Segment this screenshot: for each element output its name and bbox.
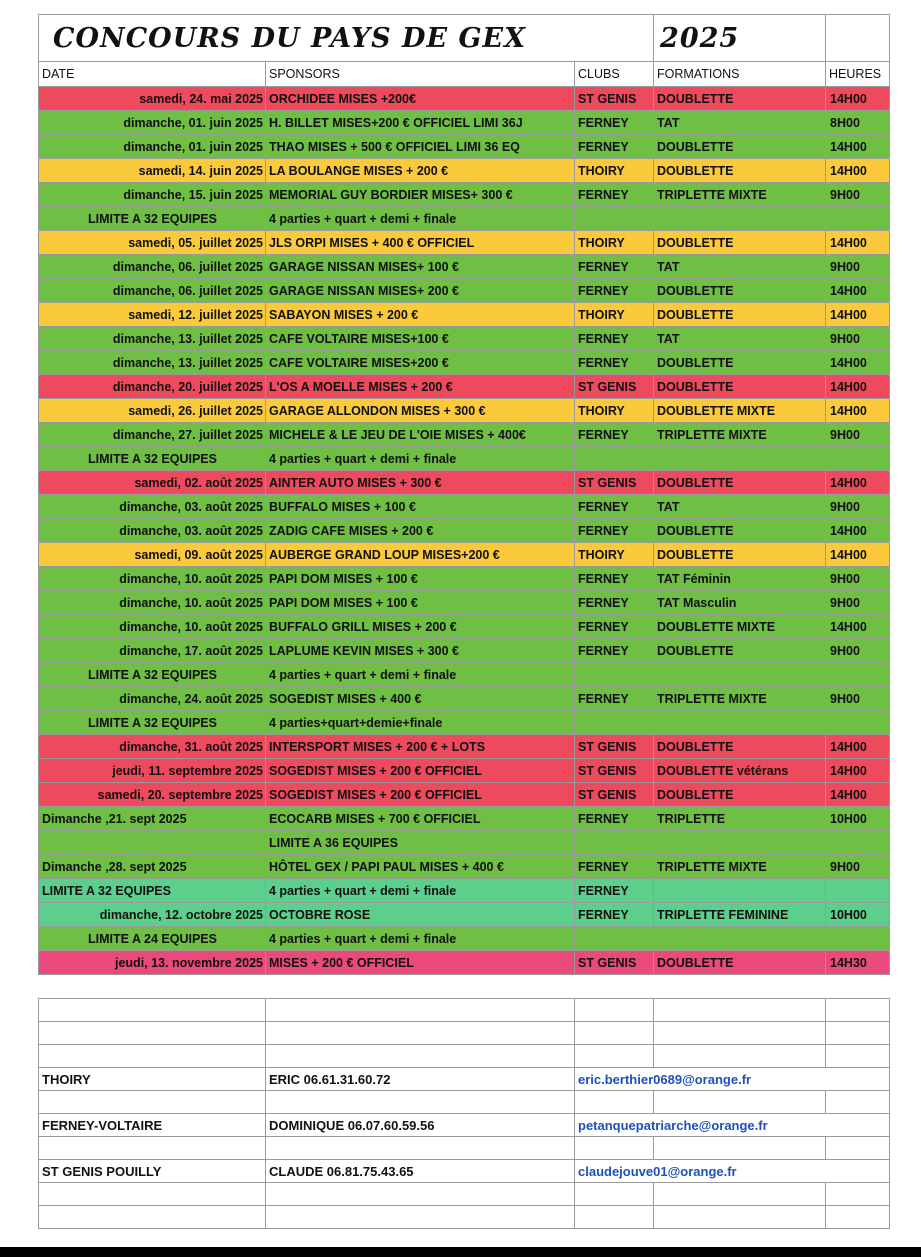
contacts-table (38, 998, 890, 1229)
blank-row (39, 1022, 890, 1045)
date-cell: dimanche, 10. août 2025 (39, 615, 266, 639)
club-cell: THOIRY (575, 399, 654, 423)
club-cell (575, 711, 654, 735)
heure-cell: 9H00 (826, 567, 890, 591)
blank-cell (39, 1206, 266, 1229)
date-cell: dimanche, 27. juillet 2025 (39, 423, 266, 447)
blank-cell (654, 1206, 826, 1229)
heure-cell: 14H00 (826, 135, 890, 159)
date-cell: dimanche, 24. août 2025 (39, 687, 266, 711)
formation-cell (654, 663, 826, 687)
sponsor-cell: PAPI DOM MISES + 100 € (266, 567, 575, 591)
table-row (39, 663, 890, 687)
table-row (39, 279, 890, 303)
table-row (39, 591, 890, 615)
blank-row (39, 1045, 890, 1068)
date-cell: dimanche, 12. octobre 2025 (39, 903, 266, 927)
table-row (39, 687, 890, 711)
blank-cell (266, 1183, 575, 1206)
date-cell: jeudi, 11. septembre 2025 (39, 759, 266, 783)
sponsor-cell: AUBERGE GRAND LOUP MISES+200 € (266, 543, 575, 567)
blank-cell (575, 1206, 654, 1229)
formation-cell: DOUBLETTE (654, 951, 826, 975)
formation-cell: DOUBLETTE (654, 351, 826, 375)
formation-cell: DOUBLETTE (654, 471, 826, 495)
table-row (39, 303, 890, 327)
formation-cell: DOUBLETTE (654, 279, 826, 303)
schedule-sheet (38, 14, 889, 975)
date-cell: samedi, 05. juillet 2025 (39, 231, 266, 255)
table-row (39, 927, 890, 951)
club-cell: FERNEY (575, 351, 654, 375)
table-row (39, 159, 890, 183)
heure-cell: 14H00 (826, 759, 890, 783)
club-cell: FERNEY (575, 903, 654, 927)
table-row (39, 639, 890, 663)
heure-cell: 10H00 (826, 807, 890, 831)
heure-cell: 9H00 (826, 639, 890, 663)
date-cell: dimanche, 17. août 2025 (39, 639, 266, 663)
heure-cell (826, 927, 890, 951)
blank-row (39, 1137, 890, 1160)
sponsor-cell: SOGEDIST MISES + 200 € OFFICIEL (266, 759, 575, 783)
sponsor-cell: OCTOBRE ROSE (266, 903, 575, 927)
sponsor-cell: GARAGE NISSAN MISES+ 200 € (266, 279, 575, 303)
heure-cell: 9H00 (826, 327, 890, 351)
blank-cell (826, 1183, 890, 1206)
blank-cell (826, 1091, 890, 1114)
blank-cell (575, 1137, 654, 1160)
sponsor-cell: 4 parties+quart+demie+finale (266, 711, 575, 735)
blank-cell (39, 1045, 266, 1068)
club-cell: FERNEY (575, 855, 654, 879)
table-row (39, 567, 890, 591)
sponsor-cell: ZADIG CAFE MISES + 200 € (266, 519, 575, 543)
formation-cell: TRIPLETTE MIXTE (654, 423, 826, 447)
table-row (39, 375, 890, 399)
club-cell: FERNEY (575, 279, 654, 303)
date-cell: LIMITE A 32 EQUIPES (39, 711, 266, 735)
blank-cell (654, 1045, 826, 1068)
formation-cell (654, 927, 826, 951)
table-row (39, 735, 890, 759)
heure-cell: 14H00 (826, 87, 890, 111)
table-row (39, 495, 890, 519)
club-cell: FERNEY (575, 495, 654, 519)
blank-cell (654, 1137, 826, 1160)
contacts-section (38, 998, 889, 1229)
formation-cell: DOUBLETTE vétérans (654, 759, 826, 783)
heure-cell: 14H00 (826, 783, 890, 807)
blank-cell (266, 1206, 575, 1229)
heure-cell: 14H00 (826, 231, 890, 255)
schedule-body (39, 15, 890, 975)
blank-cell (654, 999, 826, 1022)
blank-cell (654, 1183, 826, 1206)
sponsor-cell: CAFE VOLTAIRE MISES+200 € (266, 351, 575, 375)
date-cell: samedi, 20. septembre 2025 (39, 783, 266, 807)
blank-cell (826, 1045, 890, 1068)
table-row (39, 231, 890, 255)
date-cell: dimanche, 10. août 2025 (39, 567, 266, 591)
sponsor-cell: SABAYON MISES + 200 € (266, 303, 575, 327)
sponsor-cell: 4 parties + quart + demi + finale (266, 663, 575, 687)
heure-cell: 14H00 (826, 615, 890, 639)
table-row (39, 111, 890, 135)
heure-cell: 14H00 (826, 543, 890, 567)
club-cell: THOIRY (575, 543, 654, 567)
header-date: DATE (39, 62, 266, 87)
date-cell: LIMITE A 32 EQUIPES (39, 879, 266, 903)
date-cell: samedi, 02. août 2025 (39, 471, 266, 495)
club-cell: FERNEY (575, 255, 654, 279)
sponsor-cell: 4 parties + quart + demi + finale (266, 207, 575, 231)
heure-cell: 9H00 (826, 495, 890, 519)
blank-cell (654, 1091, 826, 1114)
sponsor-cell: GARAGE NISSAN MISES+ 100 € (266, 255, 575, 279)
date-cell: dimanche, 01. juin 2025 (39, 111, 266, 135)
sponsor-cell: 4 parties + quart + demi + finale (266, 879, 575, 903)
formation-cell: TAT (654, 495, 826, 519)
sponsor-cell: ECOCARB MISES + 700 € OFFICIEL (266, 807, 575, 831)
blank-cell (575, 1022, 654, 1045)
contact-person: CLAUDE 06.81.75.43.65 (266, 1160, 575, 1183)
heure-cell: 14H00 (826, 735, 890, 759)
date-cell (39, 831, 266, 855)
club-cell: FERNEY (575, 183, 654, 207)
club-cell (575, 927, 654, 951)
date-cell: samedi, 26. juillet 2025 (39, 399, 266, 423)
date-cell: dimanche, 03. août 2025 (39, 519, 266, 543)
sponsor-cell: H. BILLET MISES+200 € OFFICIEL LIMI 36J (266, 111, 575, 135)
sponsor-cell: GARAGE ALLONDON MISES + 300 € (266, 399, 575, 423)
contacts-body (39, 999, 890, 1229)
table-row (39, 183, 890, 207)
date-cell: LIMITE A 32 EQUIPES (39, 447, 266, 471)
formation-cell: DOUBLETTE (654, 231, 826, 255)
club-cell: ST GENIS (575, 471, 654, 495)
formation-cell: DOUBLETTE (654, 735, 826, 759)
blank-cell (826, 1137, 890, 1160)
club-cell: ST GENIS (575, 87, 654, 111)
blank-cell (39, 1091, 266, 1114)
date-cell: dimanche, 01. juin 2025 (39, 135, 266, 159)
formation-cell: DOUBLETTE (654, 783, 826, 807)
sponsor-cell: HÔTEL GEX / PAPI PAUL MISES + 400 € (266, 855, 575, 879)
heure-cell: 9H00 (826, 855, 890, 879)
heure-cell (826, 447, 890, 471)
club-cell: FERNEY (575, 423, 654, 447)
club-cell: ST GENIS (575, 735, 654, 759)
sponsor-cell: BUFFALO GRILL MISES + 200 € (266, 615, 575, 639)
club-cell: ST GENIS (575, 759, 654, 783)
sponsor-cell: SOGEDIST MISES + 200 € OFFICIEL (266, 783, 575, 807)
table-row (39, 447, 890, 471)
formation-cell: DOUBLETTE MIXTE (654, 615, 826, 639)
title-year: 2025 (654, 15, 826, 62)
blank-cell (266, 1137, 575, 1160)
blank-row (39, 1206, 890, 1229)
header-row (39, 62, 890, 87)
heure-cell: 14H00 (826, 399, 890, 423)
blank-cell (266, 1045, 575, 1068)
page-title: CONCOURS DU PAYS DE GEX (39, 15, 654, 62)
table-row (39, 519, 890, 543)
blank-cell (654, 1022, 826, 1045)
blank-cell (575, 999, 654, 1022)
club-cell: FERNEY (575, 519, 654, 543)
formation-cell: DOUBLETTE MIXTE (654, 399, 826, 423)
club-cell: ST GENIS (575, 951, 654, 975)
heure-cell: 14H00 (826, 519, 890, 543)
heure-cell: 14H00 (826, 375, 890, 399)
club-cell: FERNEY (575, 687, 654, 711)
sponsor-cell: LIMITE A 36 EQUIPES (266, 831, 575, 855)
club-cell: FERNEY (575, 615, 654, 639)
date-cell: samedi, 14. juin 2025 (39, 159, 266, 183)
sponsor-cell: SOGEDIST MISES + 400 € (266, 687, 575, 711)
table-row (39, 783, 890, 807)
table-row (39, 759, 890, 783)
sponsor-cell: JLS ORPI MISES + 400 € OFFICIEL (266, 231, 575, 255)
formation-cell (654, 831, 826, 855)
formation-cell: TRIPLETTE MIXTE (654, 687, 826, 711)
table-row (39, 327, 890, 351)
sponsor-cell: CAFE VOLTAIRE MISES+100 € (266, 327, 575, 351)
club-cell: THOIRY (575, 303, 654, 327)
header-formations: FORMATIONS (654, 62, 826, 87)
sponsor-cell: MEMORIAL GUY BORDIER MISES+ 300 € (266, 183, 575, 207)
formation-cell: TAT (654, 111, 826, 135)
header-sponsors: SPONSORS (266, 62, 575, 87)
table-row (39, 87, 890, 111)
table-row (39, 879, 890, 903)
contact-club: FERNEY-VOLTAIRE (39, 1114, 266, 1137)
blank-cell (266, 1022, 575, 1045)
contact-row (39, 1068, 890, 1091)
date-cell: Dimanche ,21. sept 2025 (39, 807, 266, 831)
date-cell: dimanche, 13. juillet 2025 (39, 351, 266, 375)
title-row (39, 15, 890, 62)
blank-cell (575, 1045, 654, 1068)
formation-cell: TAT (654, 255, 826, 279)
club-cell: FERNEY (575, 567, 654, 591)
heure-cell (826, 663, 890, 687)
sponsor-cell: 4 parties + quart + demi + finale (266, 927, 575, 951)
club-cell: ST GENIS (575, 783, 654, 807)
club-cell: FERNEY (575, 879, 654, 903)
table-row (39, 807, 890, 831)
sponsor-cell: LAPLUME KEVIN MISES + 300 € (266, 639, 575, 663)
heure-cell: 14H00 (826, 351, 890, 375)
blank-cell (39, 1183, 266, 1206)
formation-cell: DOUBLETTE (654, 375, 826, 399)
blank-cell (575, 1183, 654, 1206)
table-row (39, 831, 890, 855)
sponsor-cell: MISES + 200 € OFFICIEL (266, 951, 575, 975)
formation-cell (654, 447, 826, 471)
blank-cell (575, 1091, 654, 1114)
heure-cell: 14H00 (826, 159, 890, 183)
heure-cell: 14H00 (826, 279, 890, 303)
date-cell: dimanche, 20. juillet 2025 (39, 375, 266, 399)
club-cell: FERNEY (575, 639, 654, 663)
club-cell: FERNEY (575, 135, 654, 159)
blank-cell (826, 1022, 890, 1045)
date-cell: LIMITE A 32 EQUIPES (39, 207, 266, 231)
sponsor-cell: AINTER AUTO MISES + 300 € (266, 471, 575, 495)
heure-cell: 9H00 (826, 423, 890, 447)
contact-row (39, 1160, 890, 1183)
date-cell: dimanche, 06. juillet 2025 (39, 279, 266, 303)
date-cell: dimanche, 06. juillet 2025 (39, 255, 266, 279)
table-row (39, 207, 890, 231)
table-row (39, 903, 890, 927)
formation-cell: DOUBLETTE (654, 519, 826, 543)
formation-cell: DOUBLETTE (654, 159, 826, 183)
club-cell: FERNEY (575, 591, 654, 615)
club-cell: THOIRY (575, 231, 654, 255)
date-cell: jeudi, 13. novembre 2025 (39, 951, 266, 975)
table-row (39, 543, 890, 567)
schedule-table (38, 14, 890, 975)
formation-cell: TAT Féminin (654, 567, 826, 591)
blank-cell (39, 999, 266, 1022)
table-row (39, 615, 890, 639)
club-cell: FERNEY (575, 807, 654, 831)
contact-club: THOIRY (39, 1068, 266, 1091)
header-heures: HEURES (826, 62, 890, 87)
heure-cell: 9H00 (826, 687, 890, 711)
blank-cell (826, 1206, 890, 1229)
sponsor-cell: 4 parties + quart + demi + finale (266, 447, 575, 471)
bottom-edge-bar (0, 1247, 921, 1257)
table-row (39, 399, 890, 423)
formation-cell: TRIPLETTE FEMININE (654, 903, 826, 927)
heure-cell: 14H00 (826, 303, 890, 327)
formation-cell: DOUBLETTE (654, 87, 826, 111)
blank-row (39, 1183, 890, 1206)
formation-cell (654, 711, 826, 735)
heure-cell: 14H30 (826, 951, 890, 975)
header-clubs: CLUBS (575, 62, 654, 87)
date-cell: samedi, 09. août 2025 (39, 543, 266, 567)
table-row (39, 471, 890, 495)
heure-cell (826, 207, 890, 231)
sponsor-cell: THAO MISES + 500 € OFFICIEL LIMI 36 EQ (266, 135, 575, 159)
table-row (39, 423, 890, 447)
contact-email-link[interactable]: eric.berthier0689@orange.fr (575, 1068, 890, 1091)
contact-email-link[interactable]: claudejouve01@orange.fr (575, 1160, 890, 1183)
blank-cell (266, 999, 575, 1022)
blank-row (39, 1091, 890, 1114)
heure-cell (826, 879, 890, 903)
blank-cell (39, 1022, 266, 1045)
sponsor-cell: MICHELE & LE JEU DE L'OIE MISES + 400€ (266, 423, 575, 447)
sponsor-cell: INTERSPORT MISES + 200 € + LOTS (266, 735, 575, 759)
date-cell: dimanche, 13. juillet 2025 (39, 327, 266, 351)
club-cell (575, 831, 654, 855)
date-cell: dimanche, 10. août 2025 (39, 591, 266, 615)
contact-email-link[interactable]: petanquepatriarche@orange.fr (575, 1114, 890, 1137)
table-row (39, 855, 890, 879)
date-cell: LIMITE A 24 EQUIPES (39, 927, 266, 951)
table-row (39, 951, 890, 975)
formation-cell: TRIPLETTE MIXTE (654, 183, 826, 207)
table-row (39, 711, 890, 735)
formation-cell (654, 879, 826, 903)
heure-cell: 9H00 (826, 255, 890, 279)
formation-cell: DOUBLETTE (654, 639, 826, 663)
blank-cell (39, 1137, 266, 1160)
formation-cell (654, 207, 826, 231)
table-row (39, 255, 890, 279)
heure-cell: 8H00 (826, 111, 890, 135)
formation-cell: TAT Masculin (654, 591, 826, 615)
table-row (39, 351, 890, 375)
formation-cell: DOUBLETTE (654, 543, 826, 567)
club-cell: THOIRY (575, 159, 654, 183)
formation-cell: TRIPLETTE (654, 807, 826, 831)
contact-person: ERIC 06.61.31.60.72 (266, 1068, 575, 1091)
heure-cell: 10H00 (826, 903, 890, 927)
date-cell: Dimanche ,28. sept 2025 (39, 855, 266, 879)
table-row (39, 135, 890, 159)
formation-cell: DOUBLETTE (654, 303, 826, 327)
date-cell: dimanche, 15. juin 2025 (39, 183, 266, 207)
heure-cell: 14H00 (826, 471, 890, 495)
date-cell: LIMITE A 32 EQUIPES (39, 663, 266, 687)
formation-cell: TAT (654, 327, 826, 351)
sponsor-cell: L'OS A MOELLE MISES + 200 € (266, 375, 575, 399)
title-empty-cell (826, 15, 890, 62)
date-cell: dimanche, 31. août 2025 (39, 735, 266, 759)
club-cell (575, 663, 654, 687)
club-cell (575, 207, 654, 231)
sponsor-cell: LA BOULANGE MISES + 200 € (266, 159, 575, 183)
contact-person: DOMINIQUE 06.07.60.59.56 (266, 1114, 575, 1137)
blank-row (39, 999, 890, 1022)
formation-cell: TRIPLETTE MIXTE (654, 855, 826, 879)
heure-cell (826, 831, 890, 855)
date-cell: samedi, 12. juillet 2025 (39, 303, 266, 327)
sponsor-cell: ORCHIDEE MISES +200€ (266, 87, 575, 111)
contact-club: ST GENIS POUILLY (39, 1160, 266, 1183)
club-cell: ST GENIS (575, 375, 654, 399)
date-cell: dimanche, 03. août 2025 (39, 495, 266, 519)
sponsor-cell: PAPI DOM MISES + 100 € (266, 591, 575, 615)
club-cell (575, 447, 654, 471)
date-cell: samedi, 24. mai 2025 (39, 87, 266, 111)
blank-cell (266, 1091, 575, 1114)
sponsor-cell: BUFFALO MISES + 100 € (266, 495, 575, 519)
club-cell: FERNEY (575, 111, 654, 135)
formation-cell: DOUBLETTE (654, 135, 826, 159)
heure-cell: 9H00 (826, 183, 890, 207)
blank-cell (826, 999, 890, 1022)
club-cell: FERNEY (575, 327, 654, 351)
contact-row (39, 1114, 890, 1137)
heure-cell (826, 711, 890, 735)
heure-cell: 9H00 (826, 591, 890, 615)
